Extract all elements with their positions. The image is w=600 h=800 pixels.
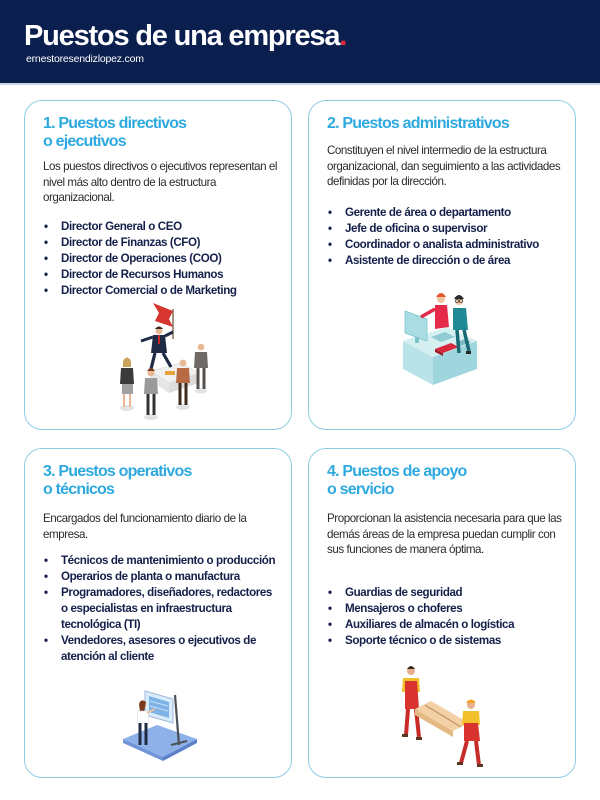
card-title: [327, 463, 565, 499]
list-item: [43, 585, 281, 633]
list-item-text: Asistente de dirección o de área: [345, 254, 511, 267]
bullet-icon: •: [44, 586, 48, 599]
title-red-dot: .: [339, 20, 347, 52]
bullet-icon: •: [328, 618, 332, 631]
card-list: [327, 585, 565, 649]
page-title-text: Puestos de una empresa: [24, 20, 340, 52]
list-item: [327, 205, 565, 221]
bullet-icon: •: [44, 554, 48, 567]
card-title-line: 3. Puestos operativos: [43, 463, 192, 480]
list-item-text: Director Comercial o de Marketing: [61, 284, 237, 297]
list-item-text: Operarios de planta o manufactura: [61, 570, 240, 583]
list-item: [327, 633, 565, 649]
bullet-icon: •: [44, 236, 48, 249]
list-item-text: Auxiliares de almacén o logística: [345, 618, 515, 631]
card-title-line: o ejecutivos: [43, 133, 126, 150]
list-item-text: Gerente de área o departamento: [345, 206, 511, 219]
card-title: [43, 115, 281, 151]
bullet-icon: •: [328, 222, 332, 235]
list-item-text: Programadores, diseñadores, redactores o especialistas en infraestructura tecnológica (TI): [61, 586, 272, 631]
list-item-text: Director de Operaciones (COO): [61, 252, 222, 265]
list-item: [327, 617, 565, 633]
card-operativos: [24, 448, 292, 778]
list-item: [43, 633, 281, 665]
list-item-text: Coordinador o analista administrativo: [345, 238, 539, 251]
bullet-icon: •: [44, 284, 48, 297]
bullet-icon: •: [328, 254, 332, 267]
list-item: [43, 235, 281, 251]
office-desk-icon: [395, 289, 505, 389]
list-item-text: Soporte técnico o de sistemas: [345, 634, 501, 647]
list-item: [327, 253, 565, 269]
bullet-icon: •: [44, 220, 48, 233]
bullet-icon: •: [44, 634, 48, 647]
card-directivos: [24, 100, 292, 430]
list-item-text: Jefe de oficina o supervisor: [345, 222, 488, 235]
card-apoyo: [308, 448, 576, 778]
list-item: [43, 569, 281, 585]
card-description: Los puestos directivos o ejecutivos representan el nivel más alto dentro de la estructura organizacional.: [43, 160, 277, 204]
bullet-icon: •: [44, 252, 48, 265]
technician-board-icon: [117, 685, 207, 765]
card-administrativos: [308, 100, 576, 430]
bullet-icon: •: [328, 206, 332, 219]
card-description: Encargados del funcionamiento diario de la empresa.: [43, 512, 247, 541]
list-item-text: Guardias de seguridad: [345, 586, 463, 599]
card-title-line: o servicio: [327, 481, 394, 498]
bullet-icon: •: [44, 268, 48, 281]
list-item: [327, 221, 565, 237]
executive-with-flag-icon: [111, 301, 211, 421]
card-title-line: 2. Puestos administrativos: [327, 115, 509, 132]
list-item-text: Director de Recursos Humanos: [61, 268, 224, 281]
list-item: [43, 219, 281, 235]
list-item: [43, 553, 281, 569]
list-item-text: Técnicos de mantenimiento o producción: [61, 554, 276, 567]
movers-carrying-box-icon: [385, 659, 495, 771]
list-item-text: Mensajeros o choferes: [345, 602, 463, 615]
card-list: [43, 553, 281, 665]
list-item-text: Director de Finanzas (CFO): [61, 236, 201, 249]
bullet-icon: •: [44, 570, 48, 583]
card-title-line: o técnicos: [43, 481, 115, 498]
card-title: [327, 115, 565, 133]
bullet-icon: •: [328, 586, 332, 599]
bullet-icon: •: [328, 634, 332, 647]
page-header: [0, 0, 600, 85]
site-url: ernestoresendizlopez.com: [26, 53, 144, 65]
card-title: [43, 463, 281, 499]
card-list: [327, 205, 565, 269]
list-item: [327, 585, 565, 601]
bullet-icon: •: [328, 602, 332, 615]
list-item: [327, 237, 565, 253]
card-list: [43, 219, 281, 299]
card-description: Constituyen el nivel intermedio de la estructura organizacional, dan seguimiento a las actividades definidas por la dirección.: [327, 144, 561, 188]
bullet-icon: •: [328, 238, 332, 251]
list-item: [43, 251, 281, 267]
list-item-text: Director General o CEO: [61, 220, 182, 233]
list-item: [43, 283, 281, 299]
card-title-line: 4. Puestos de apoyo: [327, 463, 467, 480]
card-title-line: 1. Puestos directivos: [43, 115, 187, 132]
card-description: Proporcionan la asistencia necesaria para que las demás áreas de la empresa puedan cumplir con sus funciones de manera óptima.: [327, 512, 562, 556]
page-title: [24, 20, 346, 52]
list-item: [43, 267, 281, 283]
list-item: [327, 601, 565, 617]
list-item-text: Vendedores, asesores o ejecutivos de atención al cliente: [61, 634, 257, 663]
